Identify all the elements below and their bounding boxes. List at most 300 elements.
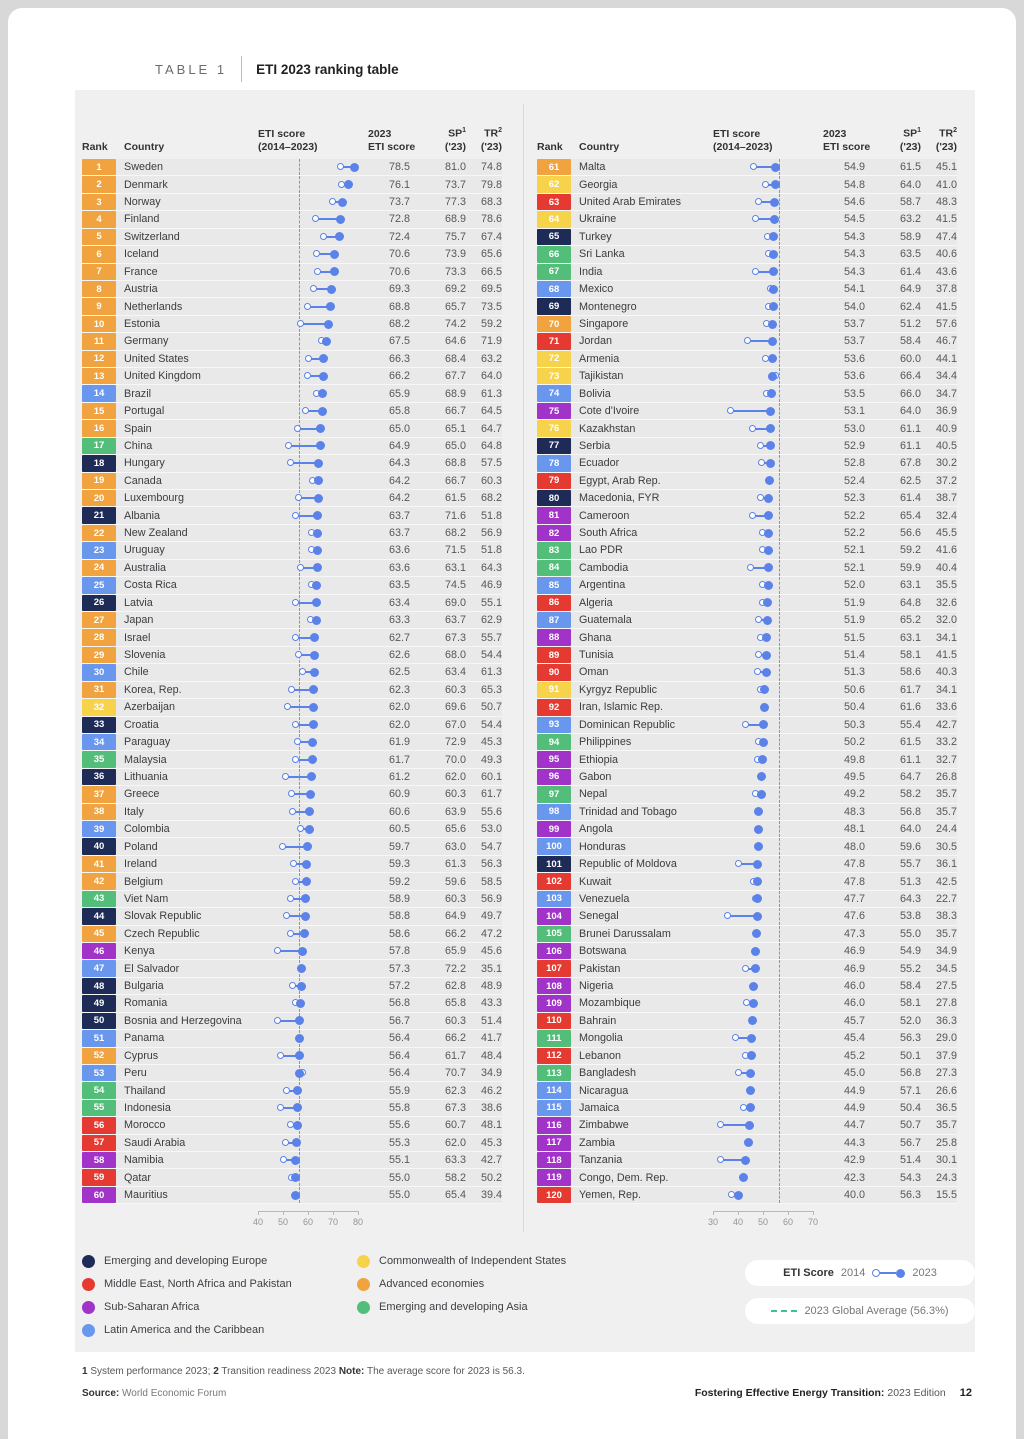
- rank-badge: 11: [82, 333, 116, 349]
- rank-badge: 29: [82, 647, 116, 663]
- table-row: [537, 542, 957, 559]
- global-average-line: [779, 769, 780, 785]
- sp-score: 63.0: [444, 840, 466, 853]
- rank-badge: 86: [537, 595, 571, 611]
- sp-score: 61.3: [444, 858, 466, 871]
- eti-2023-dot: [310, 668, 319, 677]
- rank-badge: 20: [82, 490, 116, 506]
- rank-badge: 34: [82, 734, 116, 750]
- country-name: Estonia: [124, 318, 161, 330]
- rank-badge: 70: [537, 316, 571, 332]
- header-eti-2023: 2023 ETI score: [823, 127, 871, 153]
- eti-2023-score: 45.0: [843, 1067, 865, 1080]
- eti-2023-score: 49.8: [843, 753, 865, 766]
- sp-score: 63.4: [444, 666, 466, 679]
- eti-dumbbell: [258, 1100, 358, 1116]
- column-divider: [523, 104, 524, 1232]
- eti-2023-score: 69.3: [388, 283, 410, 296]
- global-average-line: [779, 978, 780, 994]
- eti-2023-dot: [759, 720, 768, 729]
- rank-badge: 32: [82, 699, 116, 715]
- sp-score: 62.8: [444, 980, 466, 993]
- sp-score: 55.2: [899, 962, 921, 975]
- eti-2023-score: 55.0: [388, 1171, 410, 1184]
- eti-2023-dot: [350, 163, 359, 172]
- eti-2023-score: 52.2: [843, 509, 865, 522]
- country-name: Jamaica: [579, 1101, 620, 1114]
- tr-score: 36.5: [935, 1101, 957, 1114]
- table-row: [82, 629, 502, 646]
- tr-score: 45.1: [935, 161, 957, 174]
- eti-dumbbell: [258, 159, 358, 175]
- eti-2023-score: 46.9: [843, 962, 865, 975]
- table-row: [82, 682, 502, 699]
- table-row: [537, 560, 957, 577]
- table-row: [537, 403, 957, 420]
- country-name: Lebanon: [579, 1049, 622, 1062]
- tr-score: 35.5: [935, 579, 957, 592]
- table-row: [82, 229, 502, 246]
- country-name: Azerbaijan: [124, 701, 176, 714]
- tr-score: 66.5: [480, 265, 502, 278]
- eti-2023-score: 53.6: [843, 370, 865, 383]
- country-name: Mexico: [579, 283, 614, 296]
- eti-2023-dot: [768, 320, 777, 329]
- eti-2023-dot: [330, 267, 339, 276]
- country-name: United States: [124, 352, 189, 365]
- header-rank: Rank: [82, 140, 108, 153]
- eti-2023-dot: [302, 877, 311, 886]
- sp-score: 59.9: [899, 561, 921, 574]
- eti-dumbbell: [713, 734, 813, 750]
- legend-item: [357, 1300, 528, 1314]
- eti-dumbbell: [713, 542, 813, 558]
- tr-score: 24.3: [935, 1171, 957, 1184]
- rank-badge: 54: [82, 1082, 116, 1098]
- eti-dumbbell: [713, 264, 813, 280]
- table-row: [537, 978, 957, 995]
- eti-2014-dot: [304, 372, 311, 379]
- sp-score: 53.8: [899, 910, 921, 923]
- eti-dumbbell: [258, 926, 358, 942]
- global-average-line: [299, 194, 300, 210]
- tr-score: 57.5: [480, 457, 502, 470]
- eti-2023-dot: [310, 633, 319, 642]
- eti-2014-dot: [290, 860, 297, 867]
- table-row: [537, 838, 957, 855]
- country-name: Australia: [124, 561, 167, 574]
- eti-2023-dot: [753, 894, 762, 903]
- country-name: Tanzania: [579, 1154, 623, 1167]
- rank-badge: 83: [537, 542, 571, 558]
- tr-score: 41.0: [935, 178, 957, 191]
- sp-score: 64.9: [899, 283, 921, 296]
- rank-badge: 79: [537, 473, 571, 489]
- tr-score: 34.9: [480, 1067, 502, 1080]
- tr-score: 61.3: [480, 387, 502, 400]
- rank-badge: 2: [82, 176, 116, 192]
- global-average-line: [779, 734, 780, 750]
- table-row: [82, 438, 502, 455]
- tr-score: 35.1: [480, 962, 502, 975]
- sp-score: 67.3: [444, 631, 466, 644]
- eti-dumbbell: [713, 751, 813, 767]
- global-average-line: [779, 647, 780, 663]
- eti-dumbbell: [258, 664, 358, 680]
- global-average-line: [779, 455, 780, 471]
- sp-score: 64.7: [899, 770, 921, 783]
- rank-badge: 7: [82, 264, 116, 280]
- country-name: Latvia: [124, 596, 153, 609]
- eti-2023-score: 55.0: [388, 1189, 410, 1202]
- eti-dumbbell: [258, 908, 358, 924]
- eti-2014-dot: [285, 442, 292, 449]
- global-average-line: [779, 926, 780, 942]
- eti-2014-dot: [292, 634, 299, 641]
- table-row: [537, 385, 957, 402]
- tr-score: 26.8: [935, 770, 957, 783]
- tr-score: 73.5: [480, 300, 502, 313]
- eti-2023-dot: [301, 894, 310, 903]
- tr-score: 41.5: [935, 213, 957, 226]
- tr-score: 45.3: [480, 1136, 502, 1149]
- country-name: Iceland: [124, 248, 159, 261]
- table-row: [82, 734, 502, 751]
- legend-label: Commonwealth of Independent States: [379, 1255, 567, 1267]
- global-average-line: [779, 281, 780, 297]
- global-average-line: [779, 751, 780, 767]
- eti-2014-dot: [329, 198, 336, 205]
- global-average-line: [779, 333, 780, 349]
- eti-dumbbell: [713, 490, 813, 506]
- eti-2014-dot: [313, 250, 320, 257]
- eti-2023-dot: [295, 1069, 304, 1078]
- country-name: Norway: [124, 196, 161, 209]
- tr-score: 61.3: [480, 666, 502, 679]
- rank-badge: 108: [537, 978, 571, 994]
- global-average-line: [299, 612, 300, 628]
- sp-score: 55.4: [899, 718, 921, 731]
- axis-tick-label: 50: [277, 1216, 289, 1227]
- rank-badge: 46: [82, 943, 116, 959]
- sp-score: 62.5: [899, 474, 921, 487]
- eti-dumbbell: [258, 507, 358, 523]
- tr-score: 45.6: [480, 945, 502, 958]
- eti-2014-dot: [757, 494, 764, 501]
- tr-score: 30.5: [935, 840, 957, 853]
- tr-score: 64.0: [480, 370, 502, 383]
- sp-score: 58.7: [899, 196, 921, 209]
- sp-score: 73.9: [444, 248, 466, 261]
- eti-dumbbell: [258, 246, 358, 262]
- eti-2023-score: 62.7: [388, 631, 410, 644]
- eti-2023-score: 56.4: [388, 1067, 410, 1080]
- eti-2023-score: 63.7: [388, 527, 410, 540]
- eti-2014-dot: [292, 599, 299, 606]
- table-row: [82, 490, 502, 507]
- rank-badge: 97: [537, 786, 571, 802]
- eti-dumbbell: [258, 1152, 358, 1168]
- global-average-line: [779, 420, 780, 436]
- eti-2023-score: 58.9: [388, 892, 410, 905]
- sp-score: 61.5: [444, 492, 466, 505]
- sp-score: 68.9: [444, 213, 466, 226]
- country-name: Viet Nam: [124, 892, 169, 905]
- eti-dumbbell: [258, 473, 358, 489]
- sp-score: 66.0: [899, 387, 921, 400]
- eti-dumbbell: [713, 804, 813, 820]
- legend-item: [82, 1323, 264, 1337]
- eti-2023-score: 76.1: [388, 178, 410, 191]
- eti-2023-dot: [307, 772, 316, 781]
- eti-dumbbell: [258, 281, 358, 297]
- eti-dumbbell: [258, 1169, 358, 1185]
- eti-2023-score: 53.7: [843, 318, 865, 330]
- country-name: Bosnia and Herzegovina: [124, 1014, 242, 1027]
- eti-2023-dot: [751, 947, 760, 956]
- global-average-line: [779, 525, 780, 541]
- eti-2023-dot: [314, 459, 323, 468]
- sp-score: 61.4: [899, 265, 921, 278]
- eti-2023-score: 64.2: [388, 474, 410, 487]
- country-name: Colombia: [124, 823, 170, 836]
- table-row: [82, 1082, 502, 1099]
- sp-score: 63.1: [899, 579, 921, 592]
- eti-2023-dot: [771, 163, 780, 172]
- eti-dumbbell: [258, 176, 358, 192]
- eti-2023-dot: [758, 755, 767, 764]
- eti-2023-score: 50.4: [843, 701, 865, 714]
- table-row: [537, 507, 957, 524]
- rank-badge: 41: [82, 856, 116, 872]
- rank-badge: 69: [537, 298, 571, 314]
- header-eti-2023: 2023 ETI score: [368, 127, 416, 153]
- eti-2023-score: 57.8: [388, 945, 410, 958]
- eti-2023-dot: [741, 1156, 750, 1165]
- global-average-line: [779, 1152, 780, 1168]
- rank-badge: 74: [537, 385, 571, 401]
- sp-score: 56.6: [899, 527, 921, 540]
- eti-dumbbell: [713, 176, 813, 192]
- rank-badge: 39: [82, 821, 116, 837]
- eti-2014-dot: [283, 1087, 290, 1094]
- rank-badge: 38: [82, 804, 116, 820]
- sp-score: 67.7: [444, 370, 466, 383]
- sp-score: 65.1: [444, 422, 466, 435]
- eti-2023-score: 46.9: [843, 945, 865, 958]
- eti-dumbbell: [713, 316, 813, 332]
- eti-dumbbell: [713, 1100, 813, 1116]
- country-name: Cyprus: [124, 1049, 159, 1062]
- sp-score: 63.1: [444, 561, 466, 574]
- sp-score: 52.0: [899, 1014, 921, 1027]
- table-row: [82, 159, 502, 176]
- sp-score: 63.2: [899, 213, 921, 226]
- legend-label: Emerging and developing Asia: [379, 1301, 528, 1313]
- country-name: Ukraine: [579, 213, 617, 226]
- eti-dumbbell: [713, 1135, 813, 1151]
- table-row: [82, 943, 502, 960]
- tr-score: 42.7: [480, 1154, 502, 1167]
- eti-dumbbell: [713, 1117, 813, 1133]
- eti-dumbbell: [258, 455, 358, 471]
- table-row: [82, 560, 502, 577]
- sp-score: 54.3: [899, 1171, 921, 1184]
- eti-2023-score: 47.8: [843, 875, 865, 888]
- eti-2023-score: 59.7: [388, 840, 410, 853]
- eti-2023-dot: [764, 546, 773, 555]
- eti-2014-dot: [749, 512, 756, 519]
- eti-dumbbell: [258, 368, 358, 384]
- table-row: [537, 1135, 957, 1152]
- eti-dumbbell: [713, 1082, 813, 1098]
- country-name: Lao PDR: [579, 544, 623, 557]
- table-row: [537, 1169, 957, 1186]
- rank-badge: 84: [537, 560, 571, 576]
- eti-2023-score: 62.6: [388, 649, 410, 662]
- rank-badge: 118: [537, 1152, 571, 1168]
- eti-2023-score: 63.4: [388, 596, 410, 609]
- eti-2023-score: 57.2: [388, 980, 410, 993]
- eti-dumbbell: [713, 664, 813, 680]
- table-row: [82, 786, 502, 803]
- eti-dumbbell: [713, 682, 813, 698]
- eti-2023-dot: [766, 424, 775, 433]
- eti-2023-score: 54.8: [843, 178, 865, 191]
- global-average-line: [779, 891, 780, 907]
- table-row: [537, 664, 957, 681]
- global-average-line: [299, 298, 300, 314]
- sp-score: 73.7: [444, 178, 466, 191]
- eti-2023-dot: [330, 250, 339, 259]
- eti-dumbbell: [713, 473, 813, 489]
- rank-badge: 105: [537, 926, 571, 942]
- tr-score: 30.2: [935, 457, 957, 470]
- country-name: Japan: [124, 614, 154, 627]
- country-name: Kazakhstan: [579, 422, 636, 435]
- eti-dumbbell: [258, 194, 358, 210]
- eti-2014-dot: [758, 459, 765, 466]
- global-average-line: [299, 176, 300, 192]
- eti-dumbbell: [713, 699, 813, 715]
- country-name: Ghana: [579, 631, 612, 644]
- table-row: [537, 595, 957, 612]
- tr-score: 33.2: [935, 736, 957, 749]
- eti-2023-dot: [757, 772, 766, 781]
- table-row: [82, 1100, 502, 1117]
- eti-2014-dot: [277, 1104, 284, 1111]
- rank-badge: 15: [82, 403, 116, 419]
- eti-2023-dot: [764, 494, 773, 503]
- eti-2023-dot: [309, 703, 318, 712]
- country-name: Botswana: [579, 945, 627, 958]
- tr-score: 32.7: [935, 753, 957, 766]
- eti-dumbbell: [258, 1030, 358, 1046]
- tr-score: 56.3: [480, 858, 502, 871]
- tr-score: 55.6: [480, 805, 502, 818]
- rank-badge: 77: [537, 438, 571, 454]
- global-average-line: [779, 873, 780, 889]
- country-name: Zambia: [579, 1136, 616, 1149]
- table-row: [82, 751, 502, 768]
- eti-2014-dot: [277, 1052, 284, 1059]
- table-row: [537, 229, 957, 246]
- tr-score: 74.8: [480, 161, 502, 174]
- eti-dumbbell: [713, 1030, 813, 1046]
- global-average-line: [779, 560, 780, 576]
- country-name: Korea, Rep.: [124, 683, 182, 696]
- sp-score: 62.3: [444, 1084, 466, 1097]
- country-name: South Africa: [579, 527, 638, 540]
- rank-badge: 94: [537, 734, 571, 750]
- eti-dumbbell: [258, 804, 358, 820]
- eti-dumbbell: [713, 246, 813, 262]
- country-name: Nepal: [579, 788, 608, 801]
- eti-2023-score: 42.9: [843, 1154, 865, 1167]
- country-name: Macedonia, FYR: [579, 492, 660, 505]
- eti-dumbbell: [713, 525, 813, 541]
- table-row: [82, 281, 502, 298]
- eti-2023-dot: [762, 668, 771, 677]
- eti-2014-dot: [754, 668, 761, 675]
- table-row: [82, 507, 502, 524]
- global-average-line: [779, 682, 780, 698]
- table-row: [537, 1048, 957, 1065]
- table-row: [537, 786, 957, 803]
- eti-2023-dot: [295, 1034, 304, 1043]
- eti-2014-dot: [297, 564, 304, 571]
- eti-2023-dot: [312, 581, 321, 590]
- sp-score: 67.8: [899, 457, 921, 470]
- rank-badge: 93: [537, 717, 571, 733]
- eti-2023-dot: [768, 337, 777, 346]
- global-average-line: [779, 786, 780, 802]
- eti-dumbbell: [258, 438, 358, 454]
- country-name: Republic of Moldova: [579, 858, 677, 871]
- eti-2014-dot: [310, 285, 317, 292]
- tr-score: 30.1: [935, 1154, 957, 1167]
- eti-2014-dot: [304, 303, 311, 310]
- eti-dumbbell: [258, 1082, 358, 1098]
- sp-score: 66.4: [899, 370, 921, 383]
- global-average-line: [299, 351, 300, 367]
- table-row: [537, 368, 957, 385]
- eti-2023-dot: [764, 511, 773, 520]
- table-row: [82, 211, 502, 228]
- eti-2023-dot: [746, 1069, 755, 1078]
- rank-badge: 40: [82, 838, 116, 854]
- country-name: Philippines: [579, 736, 632, 749]
- country-name: Guatemala: [579, 614, 632, 627]
- rank-badge: 50: [82, 1013, 116, 1029]
- rank-badge: 62: [537, 176, 571, 192]
- eti-2014-dot: [757, 442, 764, 449]
- tr-score: 48.1: [480, 1119, 502, 1132]
- country-name: Saudi Arabia: [124, 1136, 186, 1149]
- eti-2023-dot: [297, 964, 306, 973]
- tr-score: 71.9: [480, 335, 502, 348]
- eti-2014-dot: [292, 878, 299, 885]
- sp-score: 61.4: [899, 492, 921, 505]
- rank-badge: 109: [537, 995, 571, 1011]
- eti-2014-dot: [294, 738, 301, 745]
- region-dot-icon: [82, 1255, 95, 1268]
- sp-score: 60.3: [444, 892, 466, 905]
- eti-2023-score: 47.7: [843, 892, 865, 905]
- eti-2014-dot: [749, 425, 756, 432]
- country-name: Israel: [124, 631, 151, 644]
- tr-score: 38.3: [935, 910, 957, 923]
